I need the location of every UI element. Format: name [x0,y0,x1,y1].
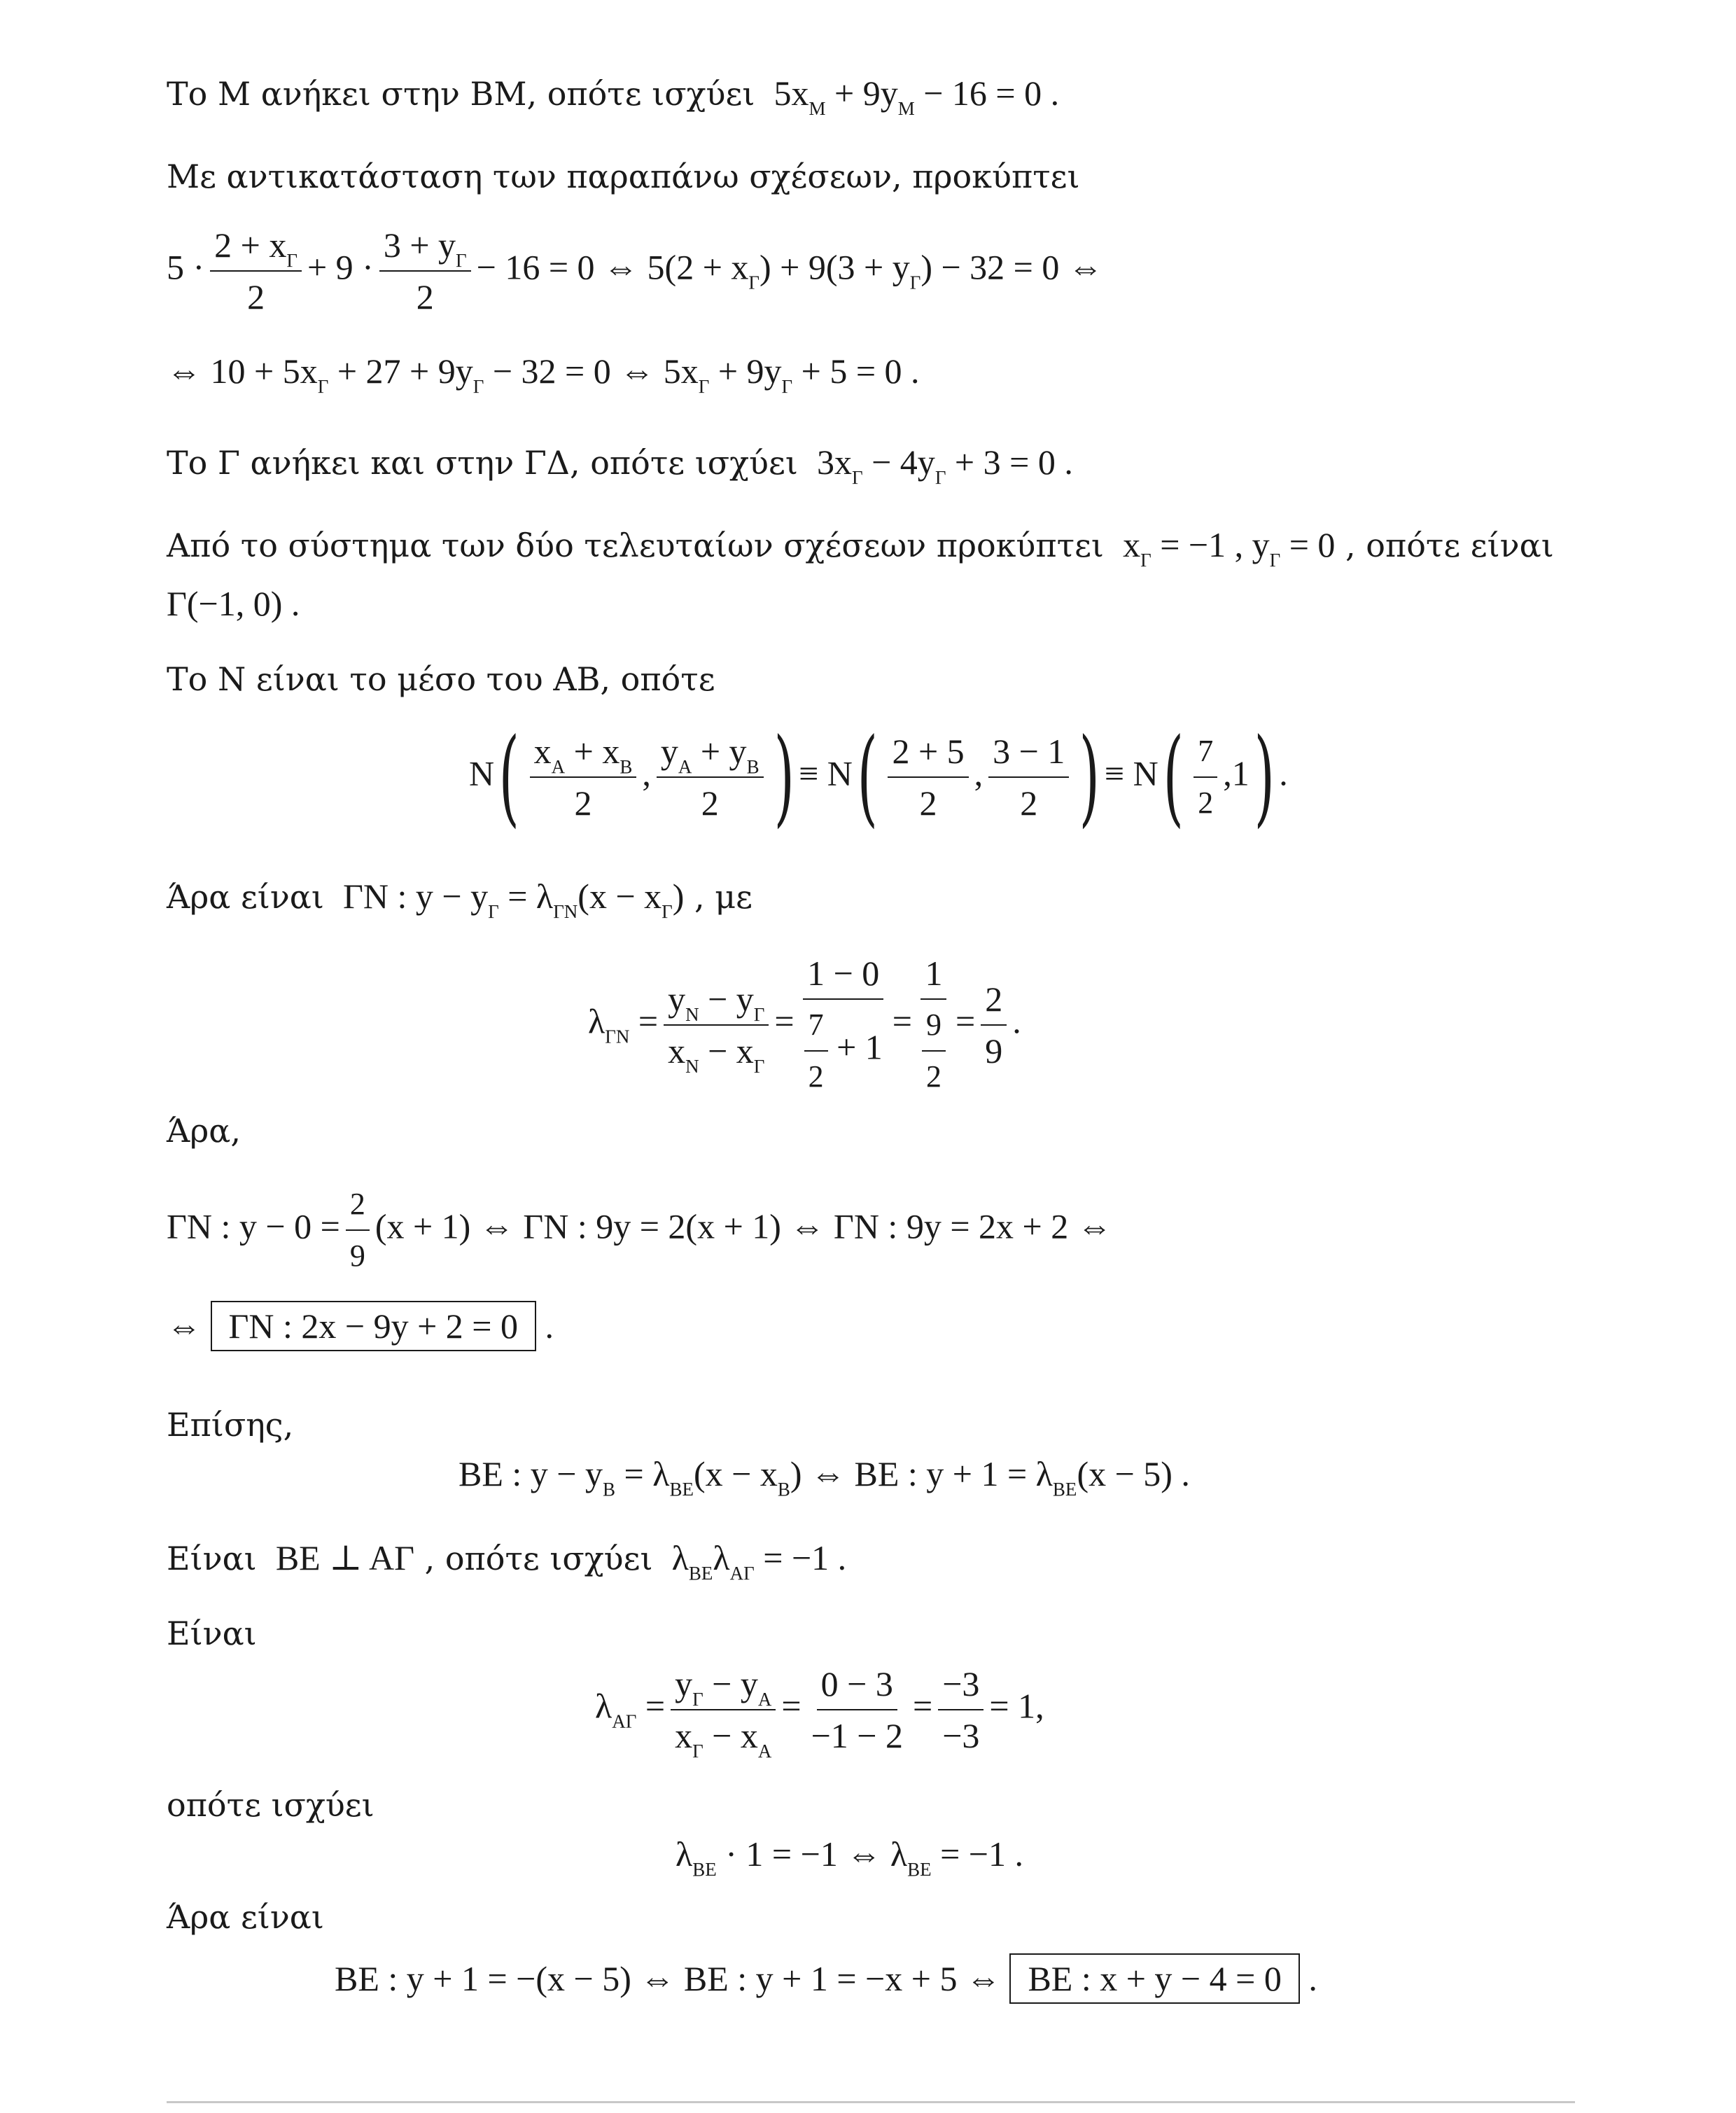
equation-slope-gn: $\lambda_{\Gamma N}$ = $\frac{y_N - y_\Gamma}{x_N - x_\Gamma}$ = 1 − 0 $\frac{7}{2}$ + 1 = $\frac{1}{\frac{9}{2}}$ = $\frac{2}{9}$ . [588,954,1021,1094]
equation-simplify: ⇔ $10 + 5x_\Gamma + 27 + 9y_\Gamma - 32 = 0$ ⇔ $5x_\Gamma + 9y_\Gamma + 5 = 0$ . [167,351,920,397]
text-line-7: Το Ν είναι το μέσο του ΑΒ, οπότε [167,660,715,698]
text-line-ara-einai: Άρα είναι [167,1898,324,1936]
text-line-1 [167,72,1060,119]
text-line-perp: Είναι ΒΕ ⊥ ΑΓ , οπότε ισχύει $\lambda_{BE}\lambda_{A\Gamma} = -1$ . [167,1538,847,1584]
equation-lambda-be: $\lambda_{BE} \cdot 1 = -1$ ⇔ $\lambda_{BE} = -1$ . [676,1834,1023,1880]
equation-bm: $5x_M + 9y_M - 16 = 0$ . [774,74,1060,119]
text-2: Με αντικατάσταση των παραπάνω σχέσεων, προκύπτει [167,158,1080,195]
equation-be-final: ΒΕ : y + 1 = −(x − 5) ⇔ ΒΕ : y + 1 = −x + 5 ⇔ ΒΕ : x + y − 4 = 0 . [335,1953,1317,2004]
equation-gn-final: ⇔ ΓΝ : 2x − 9y + 2 = 0 . [167,1301,554,1351]
equation-substitution: 5 · $\frac{2 + x_\Gamma}{2}$ + 9 · $\frac{3 + y_\Gamma}{2}$ − 16 = 0 ⇔ $5(2 + x_\Gamma) + 9(3 + y_\Gamma) - 32 = 0$ ⇔ [167,225,1103,316]
equation-slope-ag: $\lambda_{A\Gamma}$ = $\frac{y_\Gamma - y_A}{x_\Gamma - x_A}$ = $\frac{0 - 3}{-1 - 2}$ = $\frac{-3}{-3}$ = 1, [595,1664,1044,1762]
text-line-einai: Είναι [167,1615,257,1652]
equation-be-line: ΒΕ : $y - y_B = \lambda_{BE}(x - x_B)$ ⇔ ΒΕ : $y + 1 = \lambda_{BE}(x - 5)$ . [458,1454,1190,1500]
text-line-episis: Επίσης, [167,1406,294,1444]
gamma-point: Γ(−1, 0) . [167,584,300,623]
text-line-gn: Άρα είναι ΓΝ : $y - y_\Gamma = \lambda_{\Gamma N}(x - x_\Gamma)$ , με [167,877,753,922]
text-line-2 [167,155,1080,197]
boxed-gn: ΓΝ : 2x − 9y + 2 = 0 [211,1301,537,1351]
boxed-be: ΒΕ : x + y − 4 = 0 [1009,1953,1299,2004]
equation-midpoint-n: N( $\frac{x_A + x_B}{2}$ , $\frac{y_A + y_B}{2}$ ) ≡ N( $\frac{2 + 5}{2}$ , $\frac{3 - 1}{2}$ ) ≡ N( $\frac{7}{2}$ ,1) . [469,716,1288,838]
equation-gn-chain: ΓΝ : y − 0 = $\frac{2}{9}$ (x + 1) ⇔ ΓΝ : 9y = 2(x + 1) ⇔ ΓΝ : 9y = 2x + 2 ⇔ [167,1183,1112,1277]
text-1: Το Μ ανήκει στην ΒΜ, οπότε ισχύει [167,75,755,113]
text-line-ara: Άρα, [167,1112,241,1150]
page-bottom-rule [167,2101,1575,2103]
text-line-5: Το Γ ανήκει και στην ΓΔ, οπότε ισχύει $3x_\Gamma - 4y_\Gamma + 3 = 0$ . [167,442,1073,488]
text-line-opote: οπότε ισχύει [167,1786,374,1824]
text-line-6: Από το σύστημα των δύο τελευταίων σχέσεων προκύπτει $x_\Gamma = -1$ , $y_\Gamma = 0$ , οπότε είναι [167,525,1554,571]
